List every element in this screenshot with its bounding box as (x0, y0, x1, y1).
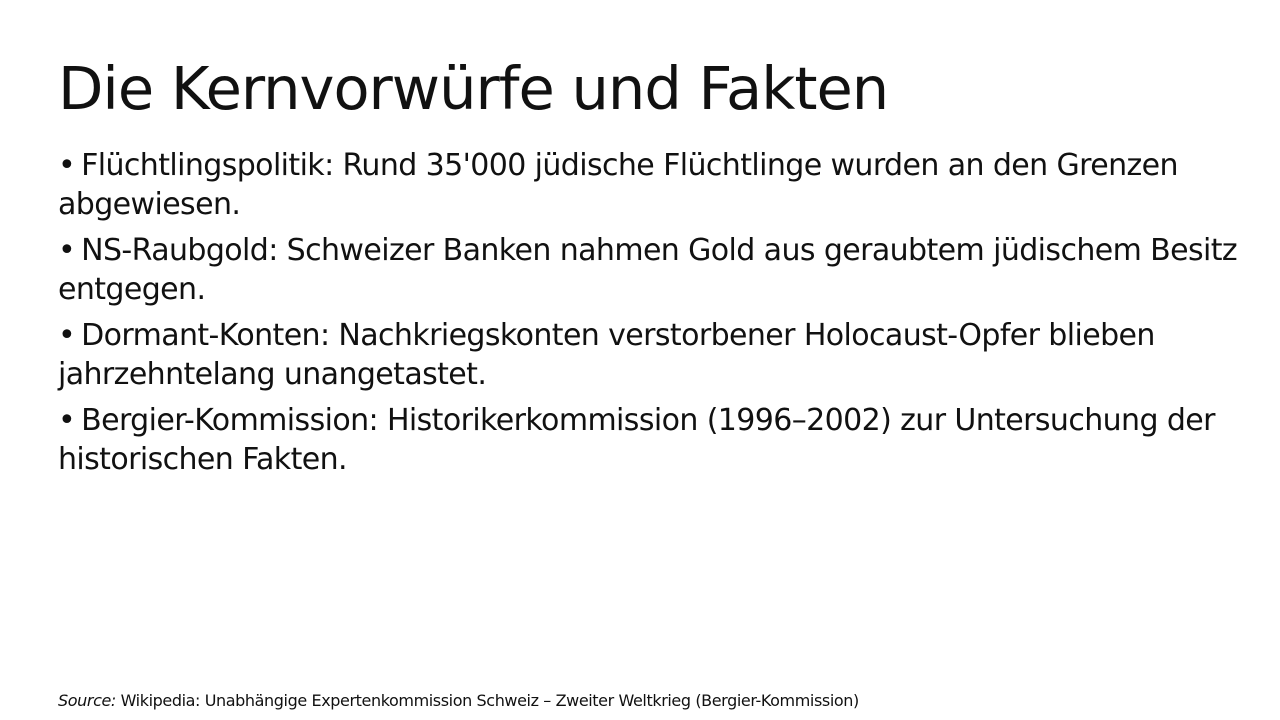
bullet-text: Flüchtlingspolitik: Rund 35'000 jüdische Flüchtlinge wurden an den Grenzen abgewiesen. (58, 148, 1178, 222)
bullet-item-dormant-accounts (58, 316, 1243, 394)
bullet-text: Bergier-Kommission: Historikerkommission (1996–2002) zur Untersuchung der historischen Fakten. (58, 403, 1215, 477)
bullet-list (58, 146, 1243, 486)
bullet-icon: • (58, 148, 76, 183)
slide-title: Die Kernvorwürfe und Fakten (58, 54, 889, 123)
bullet-item-nazi-gold (58, 231, 1243, 309)
bullet-text: Dormant-Konten: Nachkriegskonten verstorbener Holocaust-Opfer blieben jahrzehntelang unangetastet. (58, 318, 1155, 392)
source-text: Wikipedia: Unabhängige Expertenkommission Schweiz – Zweiter Weltkrieg (Bergier-Kommission) (120, 691, 859, 710)
bullet-icon: • (58, 233, 76, 268)
source-footnote (58, 690, 859, 712)
source-label: Source: (58, 691, 116, 710)
bullet-item-refugee-policy (58, 146, 1243, 224)
bullet-item-bergier-commission (58, 401, 1243, 479)
bullet-icon: • (58, 403, 76, 438)
bullet-icon: • (58, 318, 76, 353)
bullet-text: NS-Raubgold: Schweizer Banken nahmen Gold aus geraubtem jüdischem Besitz entgegen. (58, 233, 1238, 307)
